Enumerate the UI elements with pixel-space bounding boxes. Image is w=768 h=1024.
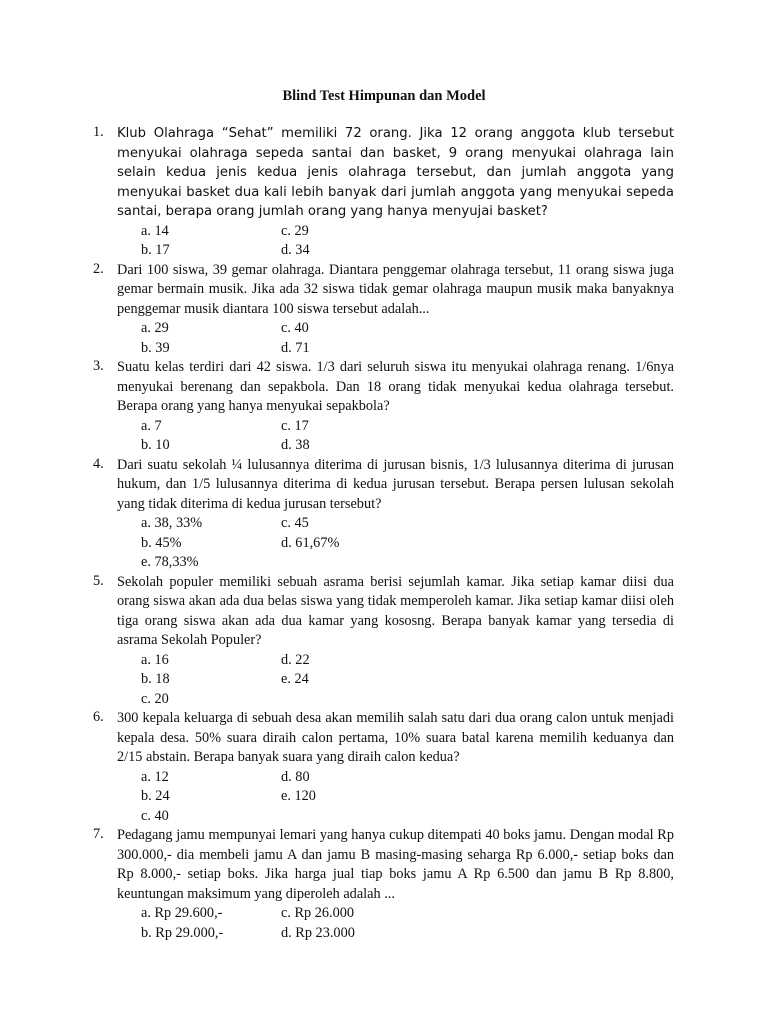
question-text: Suatu kelas terdiri dari 42 siswa. 1/3 dari seluruh siswa itu menyukai olahraga renang. 1/6nya menyukai berenang dan sepakbola. Dan 18 orang tidak menyukai kedua olahraga tersebut. Berapa orang yang hanya menyukai sepakbola? bbox=[117, 359, 674, 414]
answer-option: d. 22 bbox=[281, 651, 310, 668]
answer-option: a. 29 bbox=[141, 320, 169, 336]
answer-option-row bbox=[141, 553, 674, 573]
question-text: Dari suatu sekolah ¼ lulusannya diterima di jurusan bisnis, 1/3 lulusannya diterima di jurusan hukum, dan 1/5 lulusannya diterima di kedua jurusan tersebut. Berapa persen lulusan sekolah yang tidak diterima di kedua jurusan tersebut? bbox=[117, 456, 674, 512]
question-number: 1. bbox=[93, 124, 104, 140]
answer-option: d. Rp 23.000 bbox=[281, 924, 355, 941]
answer-option: c. 29 bbox=[281, 222, 309, 239]
answer-option-row bbox=[141, 670, 674, 690]
answer-option: a. Rp 29.600,- bbox=[141, 905, 223, 921]
question-number: 5. bbox=[93, 572, 104, 589]
answer-option-row bbox=[141, 514, 674, 534]
answer-options bbox=[141, 904, 674, 943]
answer-option: c. 45 bbox=[281, 515, 309, 531]
question-item bbox=[93, 573, 674, 710]
answer-option-row bbox=[141, 768, 674, 788]
answer-option-row bbox=[141, 787, 674, 807]
answer-option: b. 18 bbox=[141, 671, 170, 687]
answer-option: c. 40 bbox=[281, 320, 309, 336]
answer-option: b. Rp 29.000,- bbox=[141, 924, 224, 941]
answer-option: e. 78,33% bbox=[141, 554, 199, 570]
answer-option: c. Rp 26.000 bbox=[281, 905, 355, 921]
answer-option: a. 38, 33% bbox=[141, 515, 203, 531]
answer-options bbox=[141, 651, 674, 710]
answer-option: d. 34 bbox=[281, 242, 310, 258]
answer-option: a. 16 bbox=[141, 651, 169, 668]
answer-options bbox=[141, 417, 674, 456]
question-text: Sekolah populer memiliki sebuah asrama berisi sejumlah kamar. Jika setiap kamar diisi dua orang siswa akan ada dua belas siswa yang tidak memperoleh kamar. Jika setiap kamar diisi oleh tiga orang siswa akan ada dua kamar yang kososng. Berapa banyak kamar yang tersedia di asrama Sekolah Populer? bbox=[117, 573, 674, 648]
answer-option: d. 61,67% bbox=[281, 534, 340, 551]
answer-options bbox=[141, 768, 674, 827]
question-text: Pedagang jamu mempunyai lemari yang hanya cukup ditempati 40 boks jamu. Dengan modal Rp 300.000,- dia membeli jamu A dan jamu B masing-masing seharga Rp 6.000,- setiap boks dan Rp 8.000,- setiap boks. Jika harga jual tiap boks jamu A Rp 6.500 dan jamu B Rp 8.800, keuntungan maksimum yang diperoleh adalah ... bbox=[117, 827, 674, 902]
answer-option: b. 10 bbox=[141, 437, 170, 453]
answer-option-row bbox=[141, 534, 674, 554]
answer-option: e. 24 bbox=[281, 671, 309, 687]
answer-option: d. 71 bbox=[281, 339, 310, 356]
question-number: 7. bbox=[93, 826, 104, 842]
answer-option: a. 7 bbox=[141, 417, 162, 434]
answer-option-row bbox=[141, 319, 674, 339]
answer-option: c. 20 bbox=[141, 690, 169, 707]
answer-option-row bbox=[141, 924, 674, 944]
answer-option-row bbox=[141, 241, 674, 261]
answer-option-row bbox=[141, 436, 674, 456]
answer-option: b. 39 bbox=[141, 339, 170, 356]
question-list bbox=[93, 124, 674, 943]
question-number: 2. bbox=[93, 260, 104, 277]
answer-option: c. 17 bbox=[281, 417, 309, 434]
answer-option-row bbox=[141, 690, 674, 710]
question-number: 3. bbox=[93, 358, 104, 374]
answer-option: b. 24 bbox=[141, 788, 170, 804]
question-text: 300 kepala keluarga di sebuah desa akan memilih salah satu dari dua orang calon untuk menjadi kepala desa. 50% suara diraih calon pertama, 10% suara batal karena memilih keduanya dan 2/15 abstain. Berapa banyak suara yang diraih calon kedua? bbox=[117, 710, 674, 765]
question-item bbox=[93, 826, 674, 943]
answer-option: d. 80 bbox=[281, 768, 310, 785]
answer-option-row bbox=[141, 417, 674, 437]
question-text: Dari 100 siswa, 39 gemar olahraga. Diantara penggemar olahraga tersebut, 11 orang siswa juga gemar bermain musik. Jika ada 32 siswa tidak gemar olahraga maupun musik maka banyaknya penggemar musik diantara 100 siswa tersebut adalah... bbox=[117, 261, 674, 317]
answer-option-row bbox=[141, 807, 674, 827]
question-text: Klub Olahraga “Sehat” memiliki 72 orang. Jika 12 orang anggota klub tersebut menyukai olahraga sepeda santai dan basket, 9 orang menyukai olahraga lain selain kedua jenis kedua jenis olahraga tersebut, dan jumlah anggota yang menyukai basket dua kali lebih banyak dari jumlah anggota yang menyukai sepeda santai, berapa orang jumlah orang yang hanya menyujai basket? bbox=[117, 126, 674, 219]
question-item bbox=[93, 261, 674, 359]
question-item bbox=[93, 124, 674, 261]
answer-option-row bbox=[141, 339, 674, 359]
answer-option: d. 38 bbox=[281, 437, 310, 453]
question-item bbox=[93, 358, 674, 456]
answer-option: b. 45% bbox=[141, 534, 182, 551]
question-number: 6. bbox=[93, 709, 104, 725]
answer-option: c. 40 bbox=[141, 807, 169, 824]
question-number: 4. bbox=[93, 455, 104, 472]
answer-option-row bbox=[141, 651, 674, 671]
answer-option: b. 17 bbox=[141, 242, 170, 258]
answer-option-row bbox=[141, 904, 674, 924]
document-title: Blind Test Himpunan dan Model bbox=[282, 88, 486, 104]
answer-option-row bbox=[141, 222, 674, 242]
answer-options bbox=[141, 319, 674, 358]
answer-option: a. 14 bbox=[141, 222, 169, 239]
question-item bbox=[93, 709, 674, 826]
question-item bbox=[93, 456, 674, 573]
answer-option: a. 12 bbox=[141, 768, 169, 785]
answer-options bbox=[141, 514, 674, 573]
answer-options bbox=[141, 222, 674, 261]
answer-option: e. 120 bbox=[281, 788, 316, 804]
